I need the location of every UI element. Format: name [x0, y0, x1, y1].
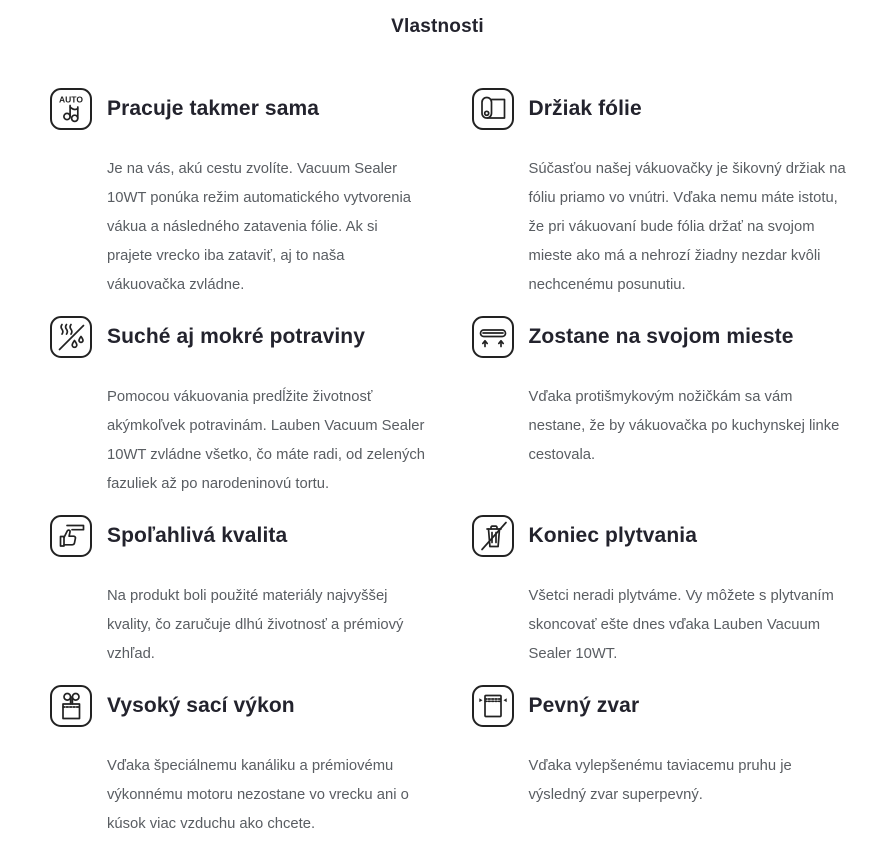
- feature-title: Zostane na svojom mieste: [528, 325, 794, 348]
- feature-item: [50, 515, 426, 669]
- feature-item: [50, 88, 426, 300]
- feature-description: Pomocou vákuovania predĺžite životnosť akýmkoľvek potravinám. Lauben Vacuum Sealer 10WT zvládne všetko, čo máte radi, od zelených fazuliek až po narodeninovú tortu.: [107, 389, 426, 492]
- feature-header: [50, 685, 426, 727]
- feature-description: Na produkt boli použité materiály najvyššej kvality, čo zaručuje dlhú životnosť a prémiový vzhľad.: [107, 588, 404, 662]
- feature-title: Držiak fólie: [528, 97, 642, 120]
- feature-description: Vďaka vylepšenému taviacemu pruhu je výsledný zvar superpevný.: [528, 758, 792, 803]
- foil-holder-icon: [472, 88, 514, 130]
- feature-item: [50, 316, 426, 499]
- feature-item: [472, 88, 848, 300]
- feature-title: Suché aj mokré potraviny: [107, 325, 365, 348]
- dry-wet-food-icon: [50, 316, 92, 358]
- feature-header: [50, 88, 426, 130]
- features-grid: [0, 38, 875, 839]
- feature-description: Vďaka špeciálnemu kanáliku a prémiovému výkonnému motoru nezostane vo vrecku ani o kúsok viac vzduchu ako chcete.: [107, 758, 409, 832]
- feature-title: Pevný zvar: [528, 694, 640, 717]
- feature-header: [472, 515, 848, 557]
- feature-item: [472, 316, 848, 499]
- feature-header: [50, 515, 426, 557]
- anti-slip-feet-icon: [472, 316, 514, 358]
- feature-header: [472, 88, 848, 130]
- feature-title: Pracuje takmer sama: [107, 97, 320, 120]
- thumbs-up-quality-icon: [50, 515, 92, 557]
- feature-description: Všetci neradi plytváme. Vy môžete s plytvaním skoncovať ešte dnes vďaka Lauben Vacuum Sealer 10WT.: [528, 588, 834, 662]
- feature-title: Koniec plytvania: [528, 524, 697, 547]
- feature-header: [50, 316, 426, 358]
- feature-description: Je na vás, akú cestu zvolíte. Vacuum Sealer 10WT ponúka režim automatického vytvorenia vákua a následného zatavenia fólie. Ak si prajete vrecko iba zataviť, aj to naša vákuovačka zvládne.: [107, 161, 412, 293]
- page-title: Vlastnosti: [391, 16, 484, 37]
- feature-header: [472, 316, 848, 358]
- feature-description: Súčasťou našej vákuovačky je šikovný držiak na fóliu priamo vo vnútri. Vďaka nemu máte istotu, že pri vákuovaní bude fólia držať na svojom mieste ako má a nehrozí žiadny nezdar kvôli nechcenému posunutiu.: [528, 161, 846, 293]
- feature-title: Vysoký sací výkon: [107, 694, 295, 717]
- auto-mode-icon: [50, 88, 92, 130]
- no-waste-trash-icon: [472, 515, 514, 557]
- svg-text:AUTO: AUTO: [59, 94, 83, 105]
- feature-description: Vďaka protišmykovým nožičkám sa vám nestane, že by vákuovačka po kuchynskej linke cestovala.: [528, 389, 840, 463]
- feature-item: [472, 685, 848, 839]
- suction-power-icon: [50, 685, 92, 727]
- feature-item: [472, 515, 848, 669]
- feature-header: [472, 685, 848, 727]
- strong-seal-icon: [472, 685, 514, 727]
- feature-item: [50, 685, 426, 839]
- feature-title: Spoľahlivá kvalita: [107, 524, 288, 547]
